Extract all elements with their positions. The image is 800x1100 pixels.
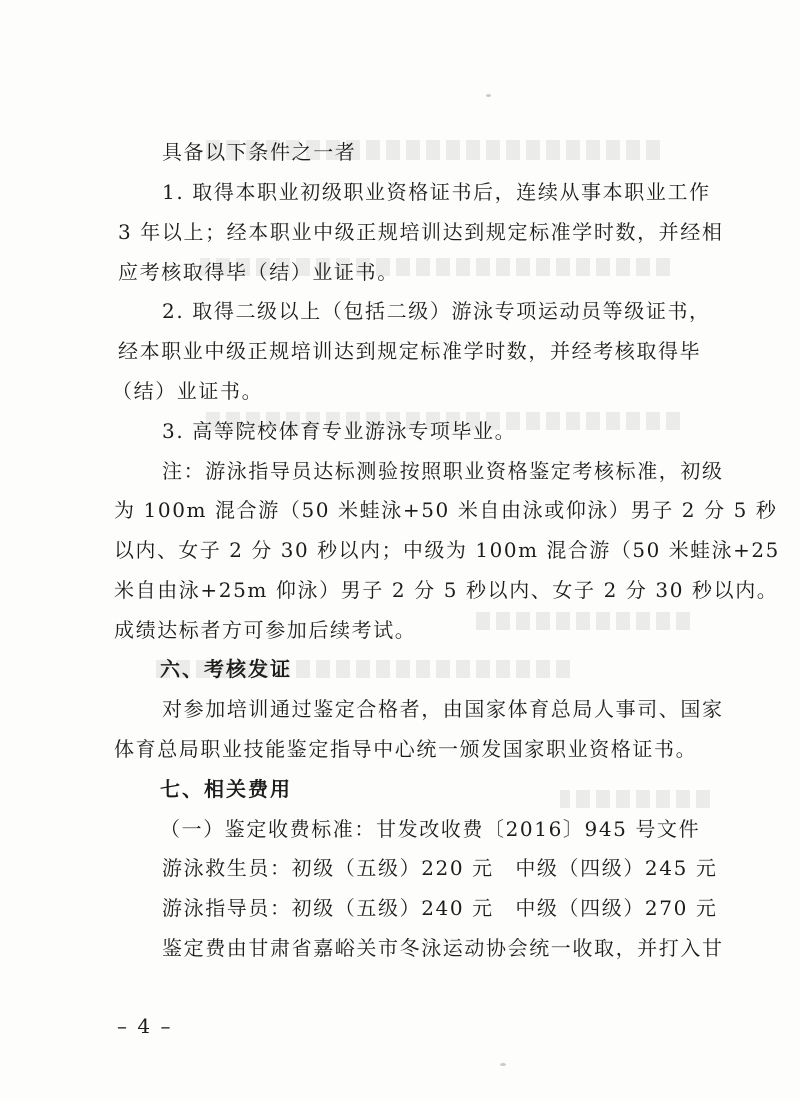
text-line: 游泳指导员：初级（五级）240 元 中级（四级）270 元 [162,896,718,920]
text-line: 3. 高等院校体育专业游泳专项毕业。 [162,419,517,443]
scan-speck [500,1063,506,1066]
text-line: 鉴定费由甘肃省嘉峪关市冬泳运动协会统一收取，并打入甘 [162,936,724,960]
text-line: 1. 取得本职业初级职业资格证书后，连续从事本职业工作 [162,180,711,204]
text-line: 以内、女子 2 分 30 秒以内；中级为 100m 混合游（50 米蛙泳+25 [114,538,780,562]
text-line: 体育总局职业技能鉴定指导中心统一颁发国家职业资格证书。 [114,737,698,761]
text-line: 米自由泳+25m 仰泳）男子 2 分 5 秒以内、女子 2 分 30 秒以内。 [114,578,779,602]
section-heading: 七、相关费用 [160,777,292,801]
scan-speck [486,94,491,97]
text-line: 3 年以上；经本职业中级正规培训达到规定标准学时数，并经相 [118,220,724,244]
bleed-through-mark [470,612,690,630]
text-line: 成绩达标者方可参加后续考试。 [114,618,417,642]
page-number: – 4 – [117,1014,173,1038]
text-line: 应考核取得毕（结）业证书。 [118,260,399,284]
section-heading: 六、考核发证 [160,657,292,681]
text-line: （一）鉴定收费标准：甘发改收费〔2016〕945 号文件 [160,817,701,841]
text-line: 注：游泳指导员达标测验按照职业资格鉴定考核标准，初级 [162,459,724,483]
bleed-through-mark [560,790,710,808]
text-line: 具备以下条件之一者 [162,140,357,164]
text-line: 对参加培训通过鉴定合格者，由国家体育总局人事司、国家 [162,697,724,721]
text-line: 2. 取得二级以上（包括二级）游泳专项运动员等级证书， [162,299,711,323]
text-line: 游泳救生员：初级（五级）220 元 中级（四级）245 元 [162,856,718,880]
text-line: 为 100m 混合游（50 米蛙泳+50 米自由泳或仰泳）男子 2 分 5 秒 [114,498,778,522]
text-line: （结）业证书。 [112,379,264,403]
text-line: 经本职业中级正规培训达到规定标准学时数，并经考核取得毕 [118,339,702,363]
